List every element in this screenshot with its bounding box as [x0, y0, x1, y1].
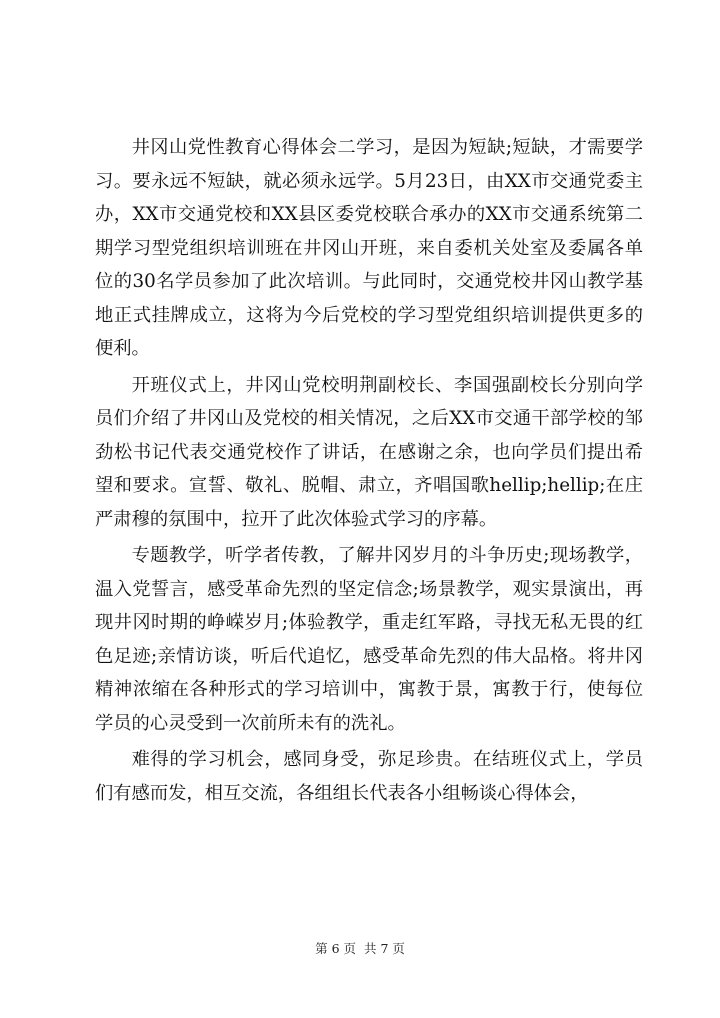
paragraph-2: 开班仪式上，井冈山党校明荆副校长、李国强副校长分别向学员们介绍了井冈山及党校的相关情况，之后XX市交通干部学校的邹劲松书记代表交通党校作了讲话，在感谢之余，也向学员们提出希望和要求。宣誓、敬礼、脱帽、肃立，齐唱国歌hellip;hellip;在庄严肃穆的氛围中，拉开了此次体验式学习的序幕。 — [95, 374, 643, 530]
paragraph-1: 井冈山党性教育心得体会二学习，是因为短缺;短缺，才需要学习。要永远不短缺，就必须永远学。5月23日，由XX市交通党委主办，XX市交通党校和XX县区委党校联合承办的XX市交通系统第二期学习型党组织培训班在井冈山开班，来自委机关处室及委属各单位的30名学员参加了此次培训。与此同时，交通党校井冈山教学基地正式挂牌成立，这将为今后党校的学习型党组织培训提供更多的便利。 — [95, 137, 643, 359]
document-body — [95, 131, 643, 813]
page-number-label: 第 6 页 共 7 页 — [315, 941, 405, 956]
paragraph-3: 专题教学，听学者传教，了解井冈岁月的斗争历史;现场教学，温入党誓言，感受革命先烈的坚定信念;场景教学，观实景演出，再现井冈时期的峥嵘岁月;体验教学，重走红军路，寻找无私无畏的红色足迹;亲情访谈，听后代追忆，感受革命先烈的伟大品格。将井冈精神浓缩在各种形式的学习培训中，寓教于景，寓教于行，使每位学员的心灵受到一次前所未有的洗礼。 — [95, 545, 643, 734]
paragraph-4: 难得的学习机会，感同身受，弥足珍贵。在结班仪式上，学员们有感而发，相互交流，各组组长代表各小组畅谈心得体会， — [95, 749, 643, 804]
page-footer — [0, 940, 720, 958]
